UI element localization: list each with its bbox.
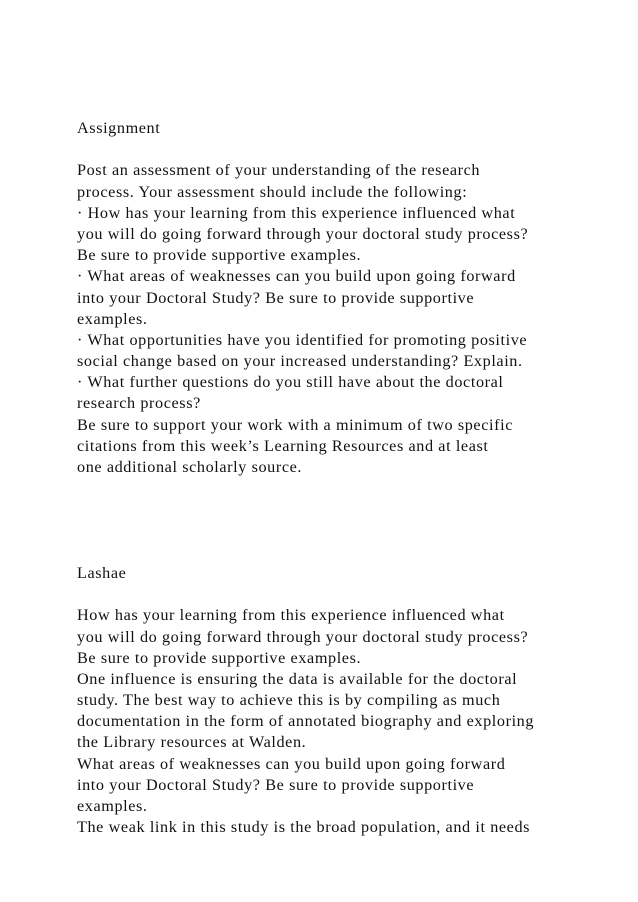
text-line: One influence is ensuring the data is available for the doctoral [77,669,518,688]
text-line: · What opportunities have you identified for promoting positive [77,330,528,349]
blank-line [77,584,622,605]
text-line: into your Doctoral Study? Be sure to provide supportive [77,775,475,794]
text-line: examples. [77,797,148,815]
text-line: you will do going forward through your doctoral study process? [77,224,529,243]
text-line: Be sure to provide supportive examples. [77,648,362,667]
blank-line [77,542,622,563]
text-line: How has your learning from this experience influenced what [77,606,505,625]
text-line: citations from this week’s Learning Resources and at least [77,436,489,455]
text-line: Be sure to support your work with a minimum of two specific [77,415,513,434]
text-line: Assignment [77,119,161,137]
text-line: The weak link in this study is the broad population, and it needs [77,818,531,837]
text-line: you will do going forward through your doctoral study process? [77,627,529,646]
text-line: Be sure to provide supportive examples. [77,246,362,265]
text-line: process. Your assessment should include the following: [77,182,468,201]
text-line: documentation in the form of annotated biography and exploring [77,712,535,731]
text-line: What areas of weaknesses can you build upon going forward [77,754,506,773]
blank-line [77,521,622,542]
text-line: Lashae [77,563,127,582]
blank-line [77,499,622,520]
text-line: into your Doctoral Study? Be sure to provide supportive [77,288,475,307]
text-line: Post an assessment of your understanding of the research [77,161,481,180]
text-line: examples. [77,309,148,328]
text-line: research process? [77,394,201,413]
text-line: one additional scholarly source. [77,458,303,476]
text-line: · What further questions do you still have about the doctoral [77,373,504,392]
text-line: · What areas of weaknesses can you build upon going forward [77,267,516,286]
blank-line [77,139,622,160]
text-line: the Library resources at Walden. [77,733,307,752]
text-line: · How has your learning from this experience influenced what [77,203,516,222]
document-body [77,118,622,838]
blank-line [77,478,622,499]
text-line: social change based on your increased understanding? Explain. [77,352,523,371]
text-line: study. The best way to achieve this is by compiling as much [77,691,501,710]
